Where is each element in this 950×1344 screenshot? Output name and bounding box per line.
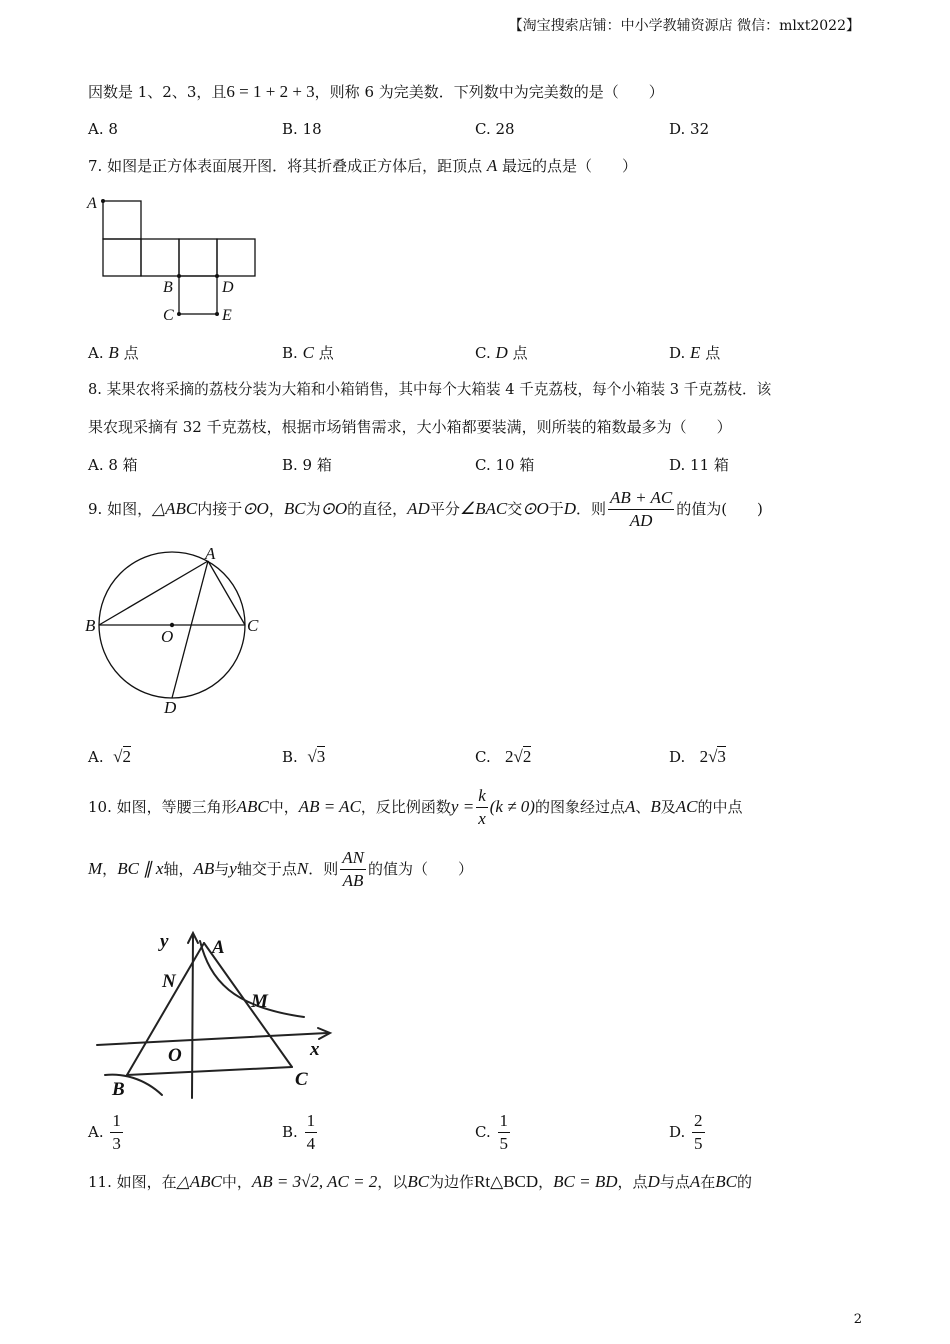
q8-option-a[interactable]: A. 8 箱 xyxy=(88,456,138,474)
net-square xyxy=(217,239,255,276)
label-n: N xyxy=(162,971,176,992)
label-d: D xyxy=(164,698,177,717)
circle-figure xyxy=(82,545,272,720)
q8-stem-line1: 8. 某果农将采摘的荔枝分装为大箱和小箱销售，其中每个大箱装 4 千克荔枝，每个小箱装 3 千克荔枝．该 xyxy=(88,381,772,398)
q7-option-b[interactable]: B. C 点 xyxy=(282,343,334,362)
radical-sign: √ xyxy=(708,746,718,766)
radical-sign: √ xyxy=(513,746,523,766)
q10-stem-line2: M ， BC ∥ x 轴， AB 与 y 轴交于点 N ．则 $\frac{AN}{AB}$ 的值为（ ） xyxy=(88,847,473,890)
side-ac xyxy=(204,943,292,1067)
page-number: 2 xyxy=(853,1312,862,1327)
q6-stem: 因数是 1、2、3，且6 = 1 + 2 + 3，则称 6 为完美数．下列数中为完美数的是（ ） xyxy=(88,82,664,101)
label-b: B xyxy=(163,279,173,296)
q10-option-d[interactable]: D. $\frac{2}{5}$ xyxy=(669,1110,703,1153)
y-axis xyxy=(192,935,193,1098)
q7-option-c[interactable]: C. D 点 xyxy=(475,343,528,362)
vertex-e-dot xyxy=(215,312,219,316)
label-b: B xyxy=(85,616,96,635)
q10-function-fraction: $\frac{k}{x}$ xyxy=(478,785,486,828)
q10-option-a[interactable]: A. $\frac{1}{3}$ xyxy=(88,1110,121,1153)
q10-option-c[interactable]: C. $\frac{1}{5}$ xyxy=(475,1110,508,1153)
label-y: y xyxy=(160,931,169,952)
label-c: C xyxy=(295,1069,308,1090)
q6-option-a[interactable]: A. 8 xyxy=(88,120,118,138)
label-b: B xyxy=(112,1079,125,1100)
q10-fraction: $\frac{AN}{AB}$ xyxy=(342,847,364,890)
q8-option-d[interactable]: D. 11 箱 xyxy=(669,456,729,474)
net-square xyxy=(179,239,217,276)
net-square xyxy=(179,276,217,314)
vertex-c-dot xyxy=(177,312,181,316)
radical-sign: √ xyxy=(113,746,123,766)
hyperbola-triangle-figure xyxy=(92,925,347,1100)
vertex-b-dot xyxy=(177,274,181,278)
label-x: x xyxy=(310,1039,320,1060)
side-ab xyxy=(99,561,208,625)
q6-formula: 6 = 1 + 2 + 3 xyxy=(226,82,315,101)
q10-stem-line1: 10. 如图，等腰三角形 ABC 中， AB = AC ，反比例函数 y = $\frac{k}{x}$ (k ≠ 0) 的图象经过点 A 、 B 及 AC 的中点 xyxy=(88,785,743,828)
q7-option-d[interactable]: D. E 点 xyxy=(669,343,721,362)
label-d: D xyxy=(222,279,234,296)
q6-option-c[interactable]: C. 28 xyxy=(475,120,515,138)
q8-stem-line2: 果农现采摘有 32 千克荔枝，根据市场销售需求，大小箱都要装满，则所装的箱数最多为（ ） xyxy=(88,418,732,436)
cube-net-squares xyxy=(103,201,255,314)
q9-option-a[interactable]: A. √ 2 xyxy=(88,746,131,766)
side-ac xyxy=(208,561,245,625)
q8-option-b[interactable]: B. 9 箱 xyxy=(282,456,332,474)
q10-option-b[interactable]: B. $\frac{1}{4}$ xyxy=(282,1110,316,1153)
x-axis xyxy=(97,1033,327,1045)
label-a: A xyxy=(212,937,225,958)
q9-option-c[interactable]: C. 2 √ 2 xyxy=(475,746,532,766)
q9-stem: 9. 如图， △ABC 内接于 ⊙O ， BC 为 ⊙O 的直径， AD 平分 ∠BAC 交 ⊙O 于 D ．则 $\frac{AB + AC}{AD}$ 的值为( ) xyxy=(88,487,763,530)
net-square xyxy=(103,201,141,239)
label-c: C xyxy=(163,307,174,324)
vertex-d-dot xyxy=(215,274,219,278)
q8-option-c[interactable]: C. 10 箱 xyxy=(475,456,535,474)
q7-stem: 7. 如图是正方体表面展开图．将其折叠成正方体后，距顶点 A 最远的点是（ ） xyxy=(88,156,638,175)
label-m: M xyxy=(251,991,268,1012)
q7-option-a[interactable]: A. B 点 xyxy=(88,343,139,362)
net-square xyxy=(103,239,141,276)
q6-option-b[interactable]: B. 18 xyxy=(282,120,322,138)
radical-sign: √ xyxy=(307,746,317,766)
label-c: C xyxy=(247,616,259,635)
net-square xyxy=(141,239,179,276)
label-o: O xyxy=(168,1045,182,1066)
chord-ad xyxy=(172,561,208,698)
q6-option-d[interactable]: D. 32 xyxy=(669,120,710,138)
page-header: 【淘宝搜索店铺：中小学教辅资源店 微信：mlxt2022】 xyxy=(508,18,860,34)
side-bc xyxy=(127,1067,292,1075)
q9-option-d[interactable]: D. 2 √ 3 xyxy=(669,746,726,766)
label-o: O xyxy=(161,627,174,646)
label-a: A xyxy=(87,195,97,212)
label-a: A xyxy=(205,545,216,563)
q9-fraction: $\frac{AB + AC}{AD}$ xyxy=(610,487,673,530)
q9-option-b[interactable]: B. √ 3 xyxy=(282,746,326,766)
label-e: E xyxy=(222,307,232,324)
cube-net-figure xyxy=(82,190,262,330)
vertex-a-dot xyxy=(101,199,105,203)
q11-stem: 11. 如图，在 △ABC 中， AB = 3√2, AC = 2 ，以 BC 为边作 Rt△BCD ， BC = BD ，点 D 与点 A 在 BC 的 xyxy=(88,1172,752,1191)
